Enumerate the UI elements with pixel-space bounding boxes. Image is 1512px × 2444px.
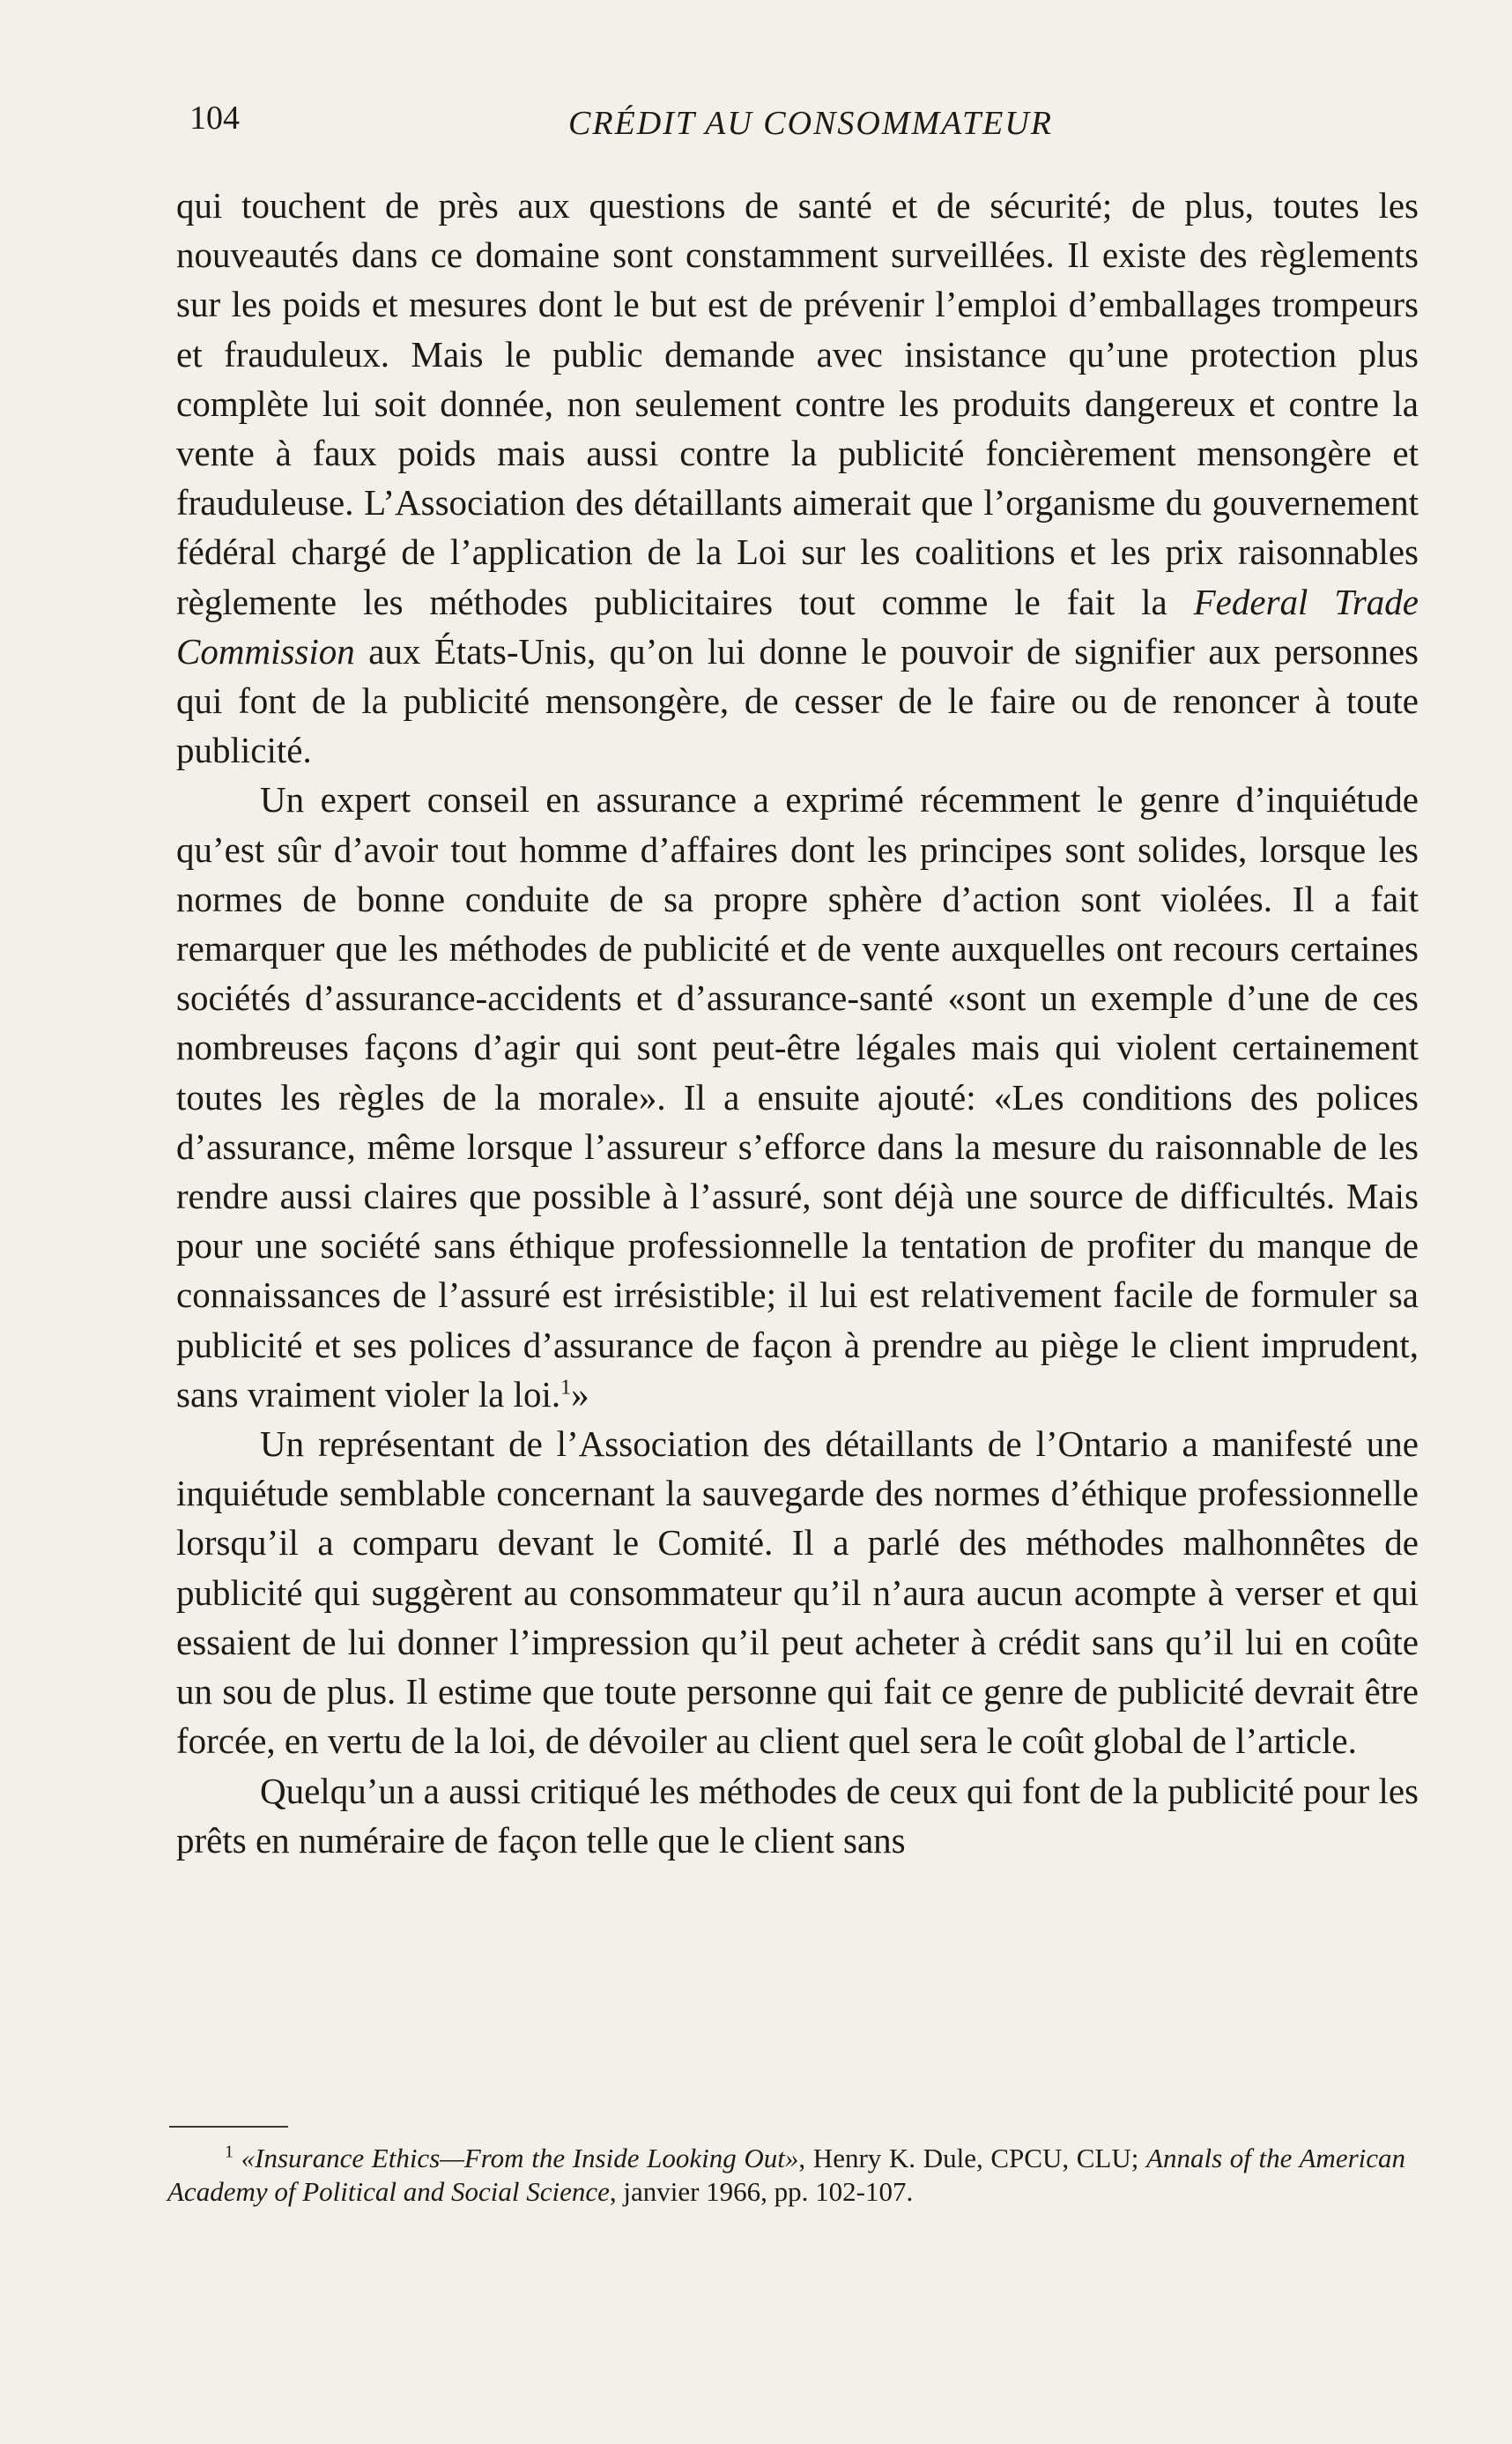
page-number: 104: [189, 100, 240, 137]
federal-trade-commission-italic: Federal Trade Commission: [176, 581, 1419, 672]
footnote-author: , Henry K. Dule, CPCU, CLU;: [798, 2143, 1139, 2173]
paragraph-4: [176, 1766, 1419, 1865]
body-text: [176, 181, 1419, 1865]
footnote-number: 1: [225, 2142, 233, 2162]
paragraph-1-end: aux États-Unis, qu’on lui donne le pouvoir de signifier aux personnes qui font de la publicité mensongère, de cesser de le faire ou de renoncer à toute publicité.: [176, 630, 1419, 771]
footnote-reference: 1: [560, 1376, 572, 1400]
footnote-journal: Annals of the American Academy of Political and Social Science: [167, 2143, 1406, 2207]
paragraph-3-text: Un représentant de l’Association des détaillants de l’Ontario a manifesté une inquiétude semblable concernant la sauvegarde des normes d’éthique professionnelle lorsqu’il a comparu devant le Comité. Il a parlé des méthodes malhonnêtes de publicité qui suggèrent au consommateur qu’il n’aura aucun acompte à verser et qui essaient de lui donner l’impression qu’il peut acheter à crédit sans qu’il lui en coûte un sou de plus. Il estime que toute personne qui fait ce genre de publicité devrait être forcée, en vertu de la loi, de dévoiler au client quel sera le coût global de l’article.: [176, 1423, 1419, 1762]
paragraph-4-text: Quelqu’un a aussi critiqué les méthodes de ceux qui font de la publicité pour les prêts en numéraire de façon telle que le client sans: [176, 1770, 1419, 1861]
paragraph-2-end: »: [571, 1373, 589, 1415]
paragraph-2: [176, 775, 1419, 1419]
footnote: [167, 2142, 1405, 2209]
footnote-divider: [169, 2126, 288, 2128]
paragraph-3: [176, 1419, 1419, 1765]
footnote-article-title: «Insurance Ethics—From the Inside Looking Out»: [241, 2143, 799, 2173]
paragraph-1: [176, 181, 1419, 775]
paragraph-2-text: Un expert conseil en assurance a exprimé récemment le genre d’inquiétude qu’est sûr d’avoir tout homme d’affaires dont les principes sont solides, lorsque les normes de bonne conduite de sa propre sphère d’action sont violées. Il a fait remarquer que les méthodes de publicité et de vente auxquelles ont recours certaines sociétés d’assurance-accidents et d’assurance-santé «sont un exemple d’une de ces nombreuses façons d’agir qui sont peut-être légales mais qui violent certainement toutes les règles de la morale». Il a ensuite ajouté: «Les conditions des polices d’assurance, même lorsque l’assureur s’efforce dans la mesure du raisonnable de les rendre aussi claires que possible à l’assuré, sont déjà une source de difficultés. Mais pour une société sans éthique professionnelle la tentation de profiter du manque de connaissances de l’assuré est irrésistible; il lui est relativement facile de formuler sa publicité et ses polices d’assurance de façon à prendre au piège le client imprudent, sans vraiment violer la loi.: [176, 779, 1419, 1415]
footnote-details: , janvier 1966, pp. 102-107.: [609, 2176, 914, 2207]
running-head-title: CRÉDIT AU CONSOMMATEUR: [568, 105, 1053, 142]
running-head: [189, 99, 1419, 152]
paragraph-1-text: qui touchent de près aux questions de santé et de sécurité; de plus, toutes les nouveautés dans ce domaine sont constamment surveillées. Il existe des règlements sur les poids et mesures dont le but est de prévenir l’emploi d’emballages trompeurs et frauduleux. Mais le public demande avec insistance qu’une protection plus complète lui soit donnée, non seulement contre les produits dangereux et contre la vente à faux poids mais aussi contre la publicité foncièrement mensongère et frauduleuse. L’Association des détaillants aimerait que l’organisme du gouvernement fédéral chargé de l’application de la Loi sur les coalitions et les prix raisonnables règlemente les méthodes publicitaires tout comme le fait la: [176, 185, 1419, 622]
